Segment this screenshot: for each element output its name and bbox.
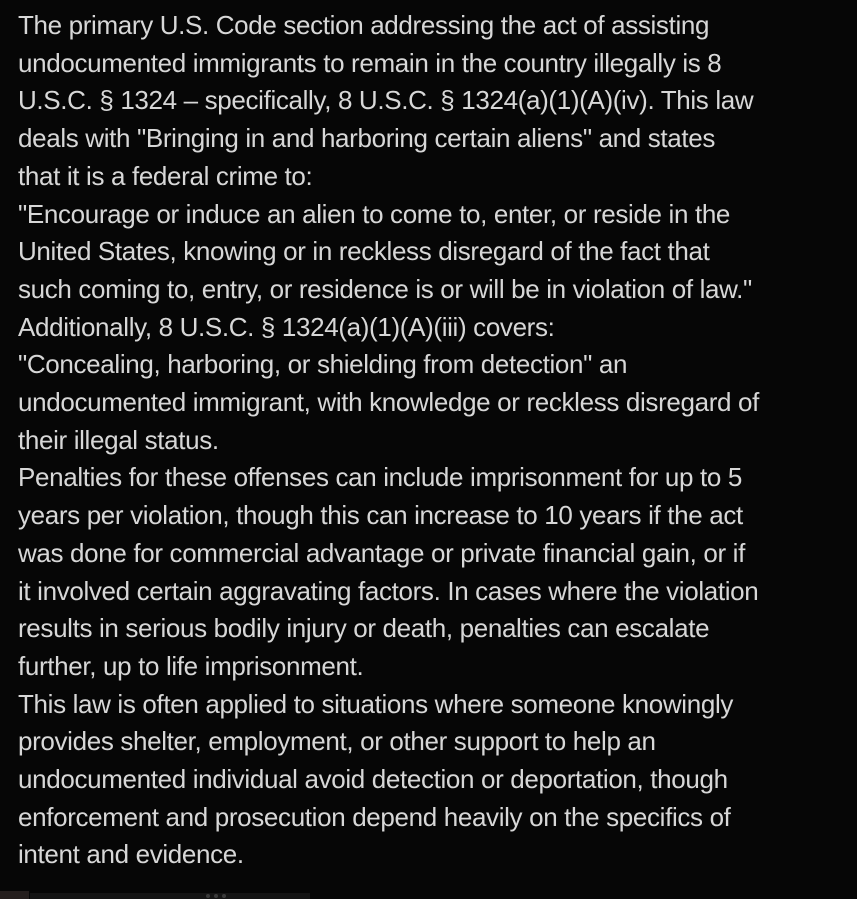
- message-text-line: undocumented individual avoid detection or deportation, though: [18, 764, 728, 795]
- message-text-line: further, up to life imprisonment.: [18, 650, 364, 681]
- dot: [222, 894, 226, 898]
- message-text-line: The primary U.S. Code section addressing the act of assisting: [18, 10, 710, 40]
- more-options-icon[interactable]: [206, 894, 226, 898]
- cutoff-bottom-left-element: [0, 891, 29, 899]
- message-text-line: was done for commercial advantage or private financial gain, or if: [18, 537, 745, 568]
- dot: [206, 894, 210, 898]
- message-text-line: "Encourage or induce an alien to come to, enter, or reside in the: [18, 198, 731, 229]
- message-text-line: undocumented immigrants to remain in the country illegally is 8: [18, 47, 722, 78]
- message-text-line: their illegal status.: [18, 424, 219, 455]
- message-text-line: Penalties for these offenses can include imprisonment for up to 5: [18, 462, 742, 493]
- message-text-line: intent and evidence.: [18, 839, 244, 870]
- message-text-line: that it is a federal crime to:: [18, 160, 313, 191]
- assistant-message-text: [18, 7, 853, 874]
- message-text-line: Additionally, 8 U.S.C. § 1324(a)(1)(A)(iii) covers:: [18, 311, 555, 342]
- message-text-line: it involved certain aggravating factors. In cases where the violation: [18, 575, 759, 606]
- message-text-line: provides shelter, employment, or other support to help an: [18, 726, 656, 757]
- message-text-line: deals with "Bringing in and harboring certain aliens" and states: [18, 123, 716, 154]
- message-text-line: This law is often applied to situations where someone knowingly: [18, 688, 734, 719]
- message-text-line: results in serious bodily injury or death, penalties can escalate: [18, 613, 710, 644]
- message-text-line: such coming to, entry, or residence is or will be in violation of law.": [18, 273, 752, 304]
- message-text-line: U.S.C. § 1324 – specifically, 8 U.S.C. § 1324(a)(1)(A)(iv). This law: [18, 85, 754, 116]
- message-text-line: undocumented immigrant, with knowledge or reckless disregard of: [18, 387, 759, 418]
- message-text-line: United States, knowing or in reckless disregard of the fact that: [18, 236, 710, 267]
- dot: [214, 894, 218, 898]
- message-text-line: enforcement and prosecution depend heavily on the specifics of: [18, 801, 731, 832]
- message-text-line: "Concealing, harboring, or shielding from detection" an: [18, 349, 628, 380]
- message-text-line: years per violation, though this can increase to 10 years if the act: [18, 500, 743, 531]
- cutoff-bottom-bar: [30, 893, 310, 899]
